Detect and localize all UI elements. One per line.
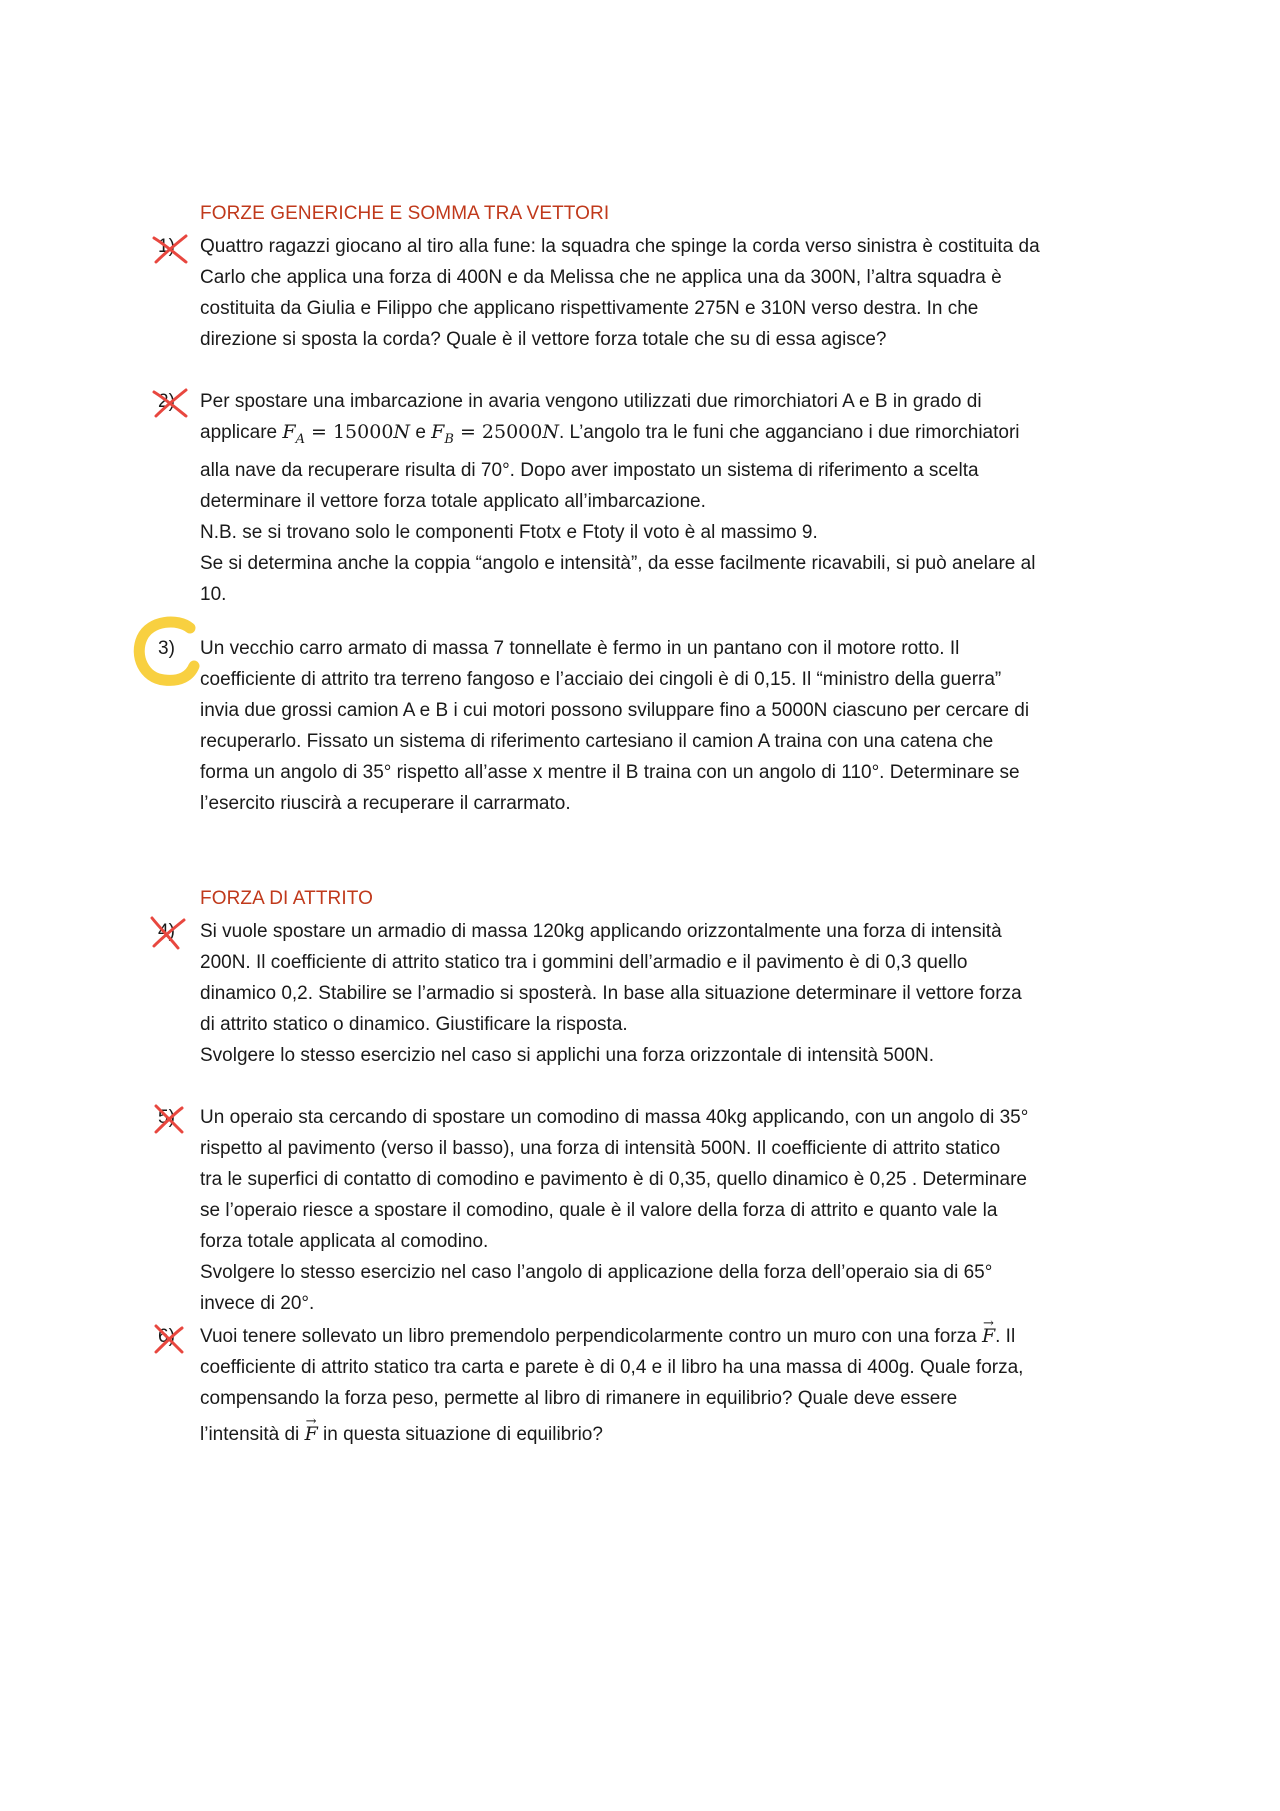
exercise-text xyxy=(200,633,1200,819)
force-b-value: = 25000 xyxy=(453,421,543,443)
text-line: Carlo che applica una forza di 400N e da Melissa che ne applica una da 300N, l’altra squadra è xyxy=(200,267,1002,288)
force-vector-symbol: → F xyxy=(982,1321,995,1352)
text-line: Un operaio sta cercando di spostare un comodino di massa 40kg applicando, con un angolo di 35° xyxy=(200,1107,1029,1128)
exercise-text xyxy=(200,916,1200,1071)
text-line: di attrito statico o dinamico. Giustificare la risposta. xyxy=(200,1014,628,1035)
text-line: se l’operaio riesce a spostare il comodino, quale è il valore della forza di attrito e quanto vale la xyxy=(200,1200,998,1221)
text-line: Si vuole spostare un armadio di massa 120kg applicando orizzontalmente una forza di intensità xyxy=(200,921,1002,942)
exercise-text xyxy=(200,1102,1200,1319)
text-line: tra le superfici di contatto di comodino e pavimento è di 0,35, quello dinamico è 0,25 . Determinare xyxy=(200,1169,1027,1190)
text-line: Svolgere lo stesso esercizio nel caso l’angolo di applicazione della forza dell’operaio sia di 65° xyxy=(200,1262,993,1283)
text-line: recuperarlo. Fissato un sistema di riferimento cartesiano il camion A traina con una catena che xyxy=(200,731,994,752)
text-line: rispetto al pavimento (verso il basso), una forza di intensità 500N. Il coefficiente di attrito statico xyxy=(200,1138,1001,1159)
text-fragment: l’intensità di xyxy=(200,1424,305,1445)
text-line: N.B. se si trovano solo le componenti Ftotx e Ftoty il voto è al massimo 9. xyxy=(200,521,818,543)
text-line-formula xyxy=(200,417,1200,455)
text-line: Se si determina anche la coppia “angolo e intensità”, da esse facilmente ricavabili, si può anelare al xyxy=(200,552,1036,574)
force-b-unit: N xyxy=(542,421,559,443)
exercise-number: 1) xyxy=(158,236,175,257)
text-line: Quattro ragazzi giocano al tiro alla fune: la squadra che spinge la corda verso sinistra è costituita da xyxy=(200,236,1040,257)
text-line: costituita da Giulia e Filippo che applicano rispettivamente 275N e 310N verso destra. In che xyxy=(200,298,979,319)
text-fragment: applicare xyxy=(200,422,283,443)
text-line: invece di 20°. xyxy=(200,1293,315,1314)
exercise-text xyxy=(200,231,1200,355)
text-line: coefficiente di attrito tra terreno fangoso e l’acciaio dei cingoli è di 0,15. Il “ministro della guerra” xyxy=(200,669,1002,690)
text-line: direzione si sposta la corda? Quale è il vettore forza totale che su di essa agisce? xyxy=(200,329,887,350)
exercise-text xyxy=(200,1321,1200,1450)
exercise-text xyxy=(200,386,1200,610)
section-heading-attrito: FORZA DI ATTRITO xyxy=(200,888,373,909)
text-line: 10. xyxy=(200,583,227,605)
text-fragment: e xyxy=(410,422,432,443)
exercise-number: 4) xyxy=(158,921,175,942)
exercise-number: 2) xyxy=(158,391,175,412)
section-heading-forze: FORZE GENERICHE E SOMMA TRA VETTORI xyxy=(200,203,610,224)
force-a-value: = 15000 xyxy=(304,421,394,443)
text-line: forma un angolo di 35° rispetto all’asse x mentre il B traina con un angolo di 110°. Determinare se xyxy=(200,762,1020,783)
text-line: forza totale applicata al comodino. xyxy=(200,1231,489,1252)
text-line: l’esercito riuscirà a recuperare il carrarmato. xyxy=(200,793,571,814)
force-b-subscript: B xyxy=(444,431,454,447)
text-fragment: Vuoi tenere sollevato un libro premendolo perpendicolarmente contro un muro con una forza xyxy=(200,1326,982,1347)
text-line-vector xyxy=(200,1321,1200,1352)
text-line: coefficiente di attrito statico tra carta e parete è di 0,4 e il libro ha una massa di 400g. Quale forza, xyxy=(200,1357,1024,1378)
text-line: dinamico 0,2. Stabilire se l’armadio si sposterà. In base alla situazione determinare il vettore forza xyxy=(200,983,1022,1004)
text-line: determinare il vettore forza totale applicato all’imbarcazione. xyxy=(200,490,706,512)
text-fragment: in questa situazione di equilibrio? xyxy=(317,1424,603,1445)
text-fragment: . L’angolo tra le funi che agganciano i due rimorchiatori xyxy=(559,422,1020,443)
force-a-subscript: A xyxy=(295,431,305,447)
text-line: compensando la forza peso, permette al libro di rimanere in equilibrio? Quale deve essere xyxy=(200,1388,958,1409)
text-line: alla nave da recuperare risulta di 70°. Dopo aver impostato un sistema di riferimento a scelta xyxy=(200,459,979,481)
force-b-symbol: F xyxy=(431,421,445,443)
text-fragment: . Il xyxy=(995,1326,1016,1347)
text-line: Un vecchio carro armato di massa 7 tonnellate è fermo in un pantano con il motore rotto. Il xyxy=(200,638,960,659)
text-line: invia due grossi camion A e B i cui motori possono sviluppare fino a 5000N ciascuno per cercare di xyxy=(200,700,1030,721)
text-line: Svolgere lo stesso esercizio nel caso si applichi una forza orizzontale di intensità 500N. xyxy=(200,1045,935,1066)
text-line: Per spostare una imbarcazione in avaria vengono utilizzati due rimorchiatori A e B in grado di xyxy=(200,391,982,412)
text-line-vector xyxy=(200,1419,1200,1450)
exercise-number: 5) xyxy=(158,1107,175,1128)
exercise-number: 6) xyxy=(158,1326,175,1347)
force-a-symbol: F xyxy=(282,421,296,443)
force-vector-symbol: → F xyxy=(305,1419,318,1450)
text-line: 200N. Il coefficiente di attrito statico tra i gommini dell’armadio e il pavimento è di 0,3 quello xyxy=(200,952,968,973)
exercise-number: 3) xyxy=(158,638,175,659)
force-a-unit: N xyxy=(393,421,411,443)
